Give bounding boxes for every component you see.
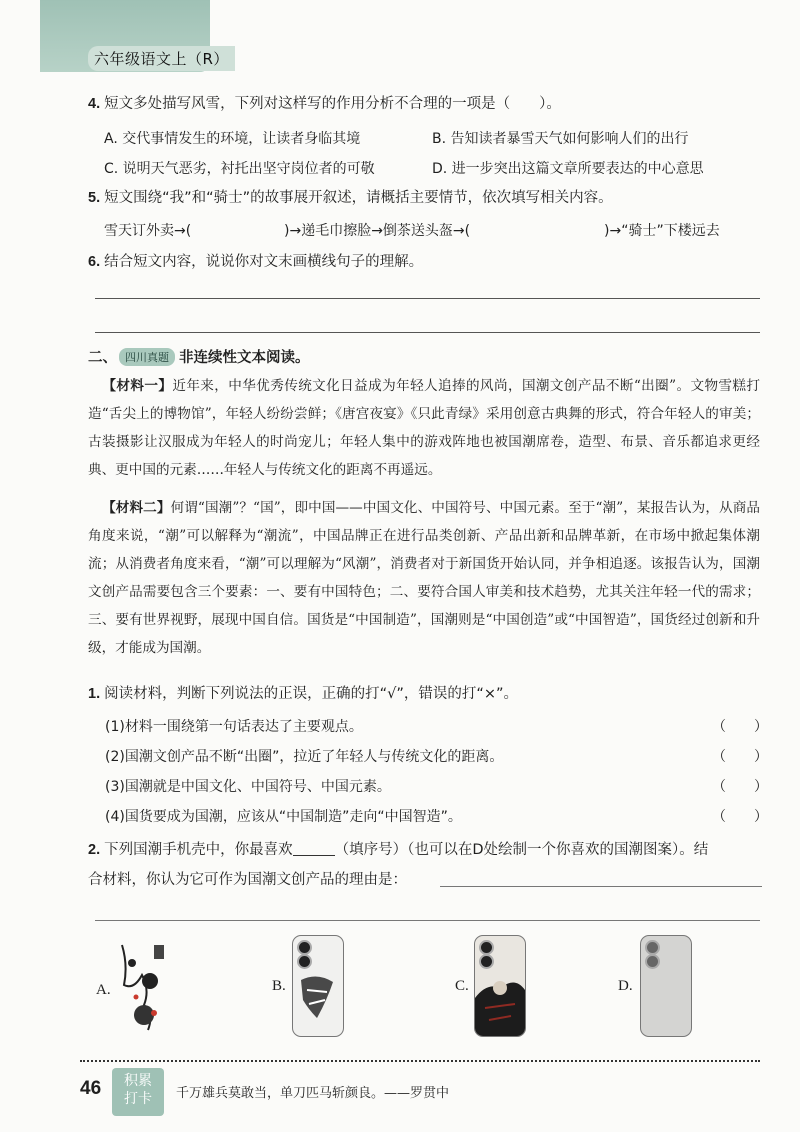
material-tag: 【材料一】 [102, 378, 173, 394]
phone-label-c: C. [455, 978, 469, 994]
phone-label-b: B. [272, 978, 286, 994]
answer-line[interactable] [440, 886, 762, 887]
header-title: 六年级语文上（R） [88, 46, 235, 71]
question-5 [88, 188, 613, 208]
answer-paren[interactable]: （ ） [712, 809, 768, 825]
question-text: 下列国潮手机壳中，你最喜欢 [104, 842, 293, 858]
judge-item-2: (2)国潮文创产品不断“出圈”，拉近了年轻人与传统文化的距离。 [105, 749, 504, 765]
footer-quote: 千万雄兵莫敢当，单刀匹马斩颜良。——罗贯中 [176, 1086, 450, 1101]
phone-case-b[interactable] [292, 935, 344, 1037]
phone-case-d[interactable] [640, 935, 692, 1037]
material-2 [88, 494, 760, 662]
judge-item-1: (1)材料一围绕第一句话表达了主要观点。 [105, 719, 363, 735]
section-badge: 四川真题 [119, 348, 175, 366]
question-1 [88, 684, 518, 704]
answer-paren[interactable]: （ ） [712, 749, 768, 765]
phone-label-d: D. [618, 978, 633, 994]
question-number: 1. [88, 686, 101, 702]
footer-badge-line-1: 积累 [124, 1073, 152, 1089]
page-number: 46 [80, 1078, 102, 1099]
material-text: 何谓“国潮”？“国”，即中国——中国文化、中国符号、中国元素。至于“潮”，某报告认为，从商品角度来说，“潮”可以解释为“潮流”，中国品牌正在进行品类创新、产品出新和品牌革新，在市场中掀起集体潮流；从消费者角度来看，“潮”可以理解为“风潮”，消费者对于新国货开始认同，并争相追逐。该报告认为，国潮文创产品需要包含三个要素：一、要有中国特色；二、要符合国人审美和技术趋势，尤其关注年轻一代的需求；三、要有世界视野，展现中国自信。国货是“中国制造”，国潮则是“中国创造”或“中国智造”，国货经过创新和升级，才能成为国潮。 [88, 500, 761, 656]
option-c: C. 说明天气恶劣，衬托出坚守岗位者的可敬 [104, 161, 375, 177]
answer-blank[interactable] [293, 841, 335, 856]
option-a: A. 交代事情发生的环境，让读者身临其境 [104, 131, 361, 147]
material-tag: 【材料二】 [102, 500, 171, 516]
question-2 [88, 840, 708, 860]
section-title: 非连续性文本阅读。 [179, 350, 310, 366]
phone-case-c[interactable] [474, 935, 526, 1037]
footer-divider [80, 1060, 760, 1062]
phone-case-a-image[interactable] [114, 935, 174, 1040]
question-text: 阅读材料，判断下列说法的正误，正确的打“√”，错误的打“×”。 [104, 686, 519, 702]
question-number: 6. [88, 254, 101, 270]
material-1 [88, 372, 760, 484]
answer-paren[interactable]: （ ） [712, 719, 768, 735]
section-prefix: 二、 [88, 350, 117, 366]
plot-seg-1: 雪天订外卖→( [104, 223, 192, 239]
question-text: （填序号）（也可以在D处绘制一个你喜欢的国潮图案）。结 [334, 842, 709, 858]
answer-line[interactable] [95, 920, 760, 921]
section-2-heading [88, 346, 310, 367]
answer-line[interactable] [95, 332, 760, 333]
answer-line[interactable] [95, 298, 760, 299]
question-number: 2. [88, 842, 101, 858]
question-text: 结合短文内容，说说你对文末画横线句子的理解。 [104, 254, 424, 270]
option-b: B. 告知读者暴雪天气如何影响人们的出行 [432, 131, 689, 147]
judge-item-4: (4)国货要成为国潮，应该从“中国制造”走向“中国智造”。 [105, 809, 462, 825]
option-d: D. 进一步突出这篇文章所要表达的中心意思 [432, 161, 704, 177]
footer-badge-line-2: 打卡 [124, 1091, 152, 1107]
question-6 [88, 252, 423, 272]
material-text: 近年来，中华优秀传统文化日益成为年轻人追捧的风尚，国潮文创产品不断“出圈”。文物雪糕打造“舌尖上的博物馆”，年轻人纷纷尝鲜；《唐宫夜宴》《只此青绿》采用创意古典舞的形式，符合年轻人的审美；古装摄影让汉服成为年轻人的时尚宠儿；年轻人集中的游戏阵地也被国潮席卷，造型、布景、音乐都追求更经典、更中国的元素……年轻人与传统文化的距离不再遥远。 [88, 378, 761, 478]
footer-badge [112, 1068, 164, 1116]
judge-item-3: (3)国潮就是中国文化、中国符号、中国元素。 [105, 779, 391, 795]
question-text: 短文多处描写风雪，下列对这样写的作用分析不合理的一项是（ ）。 [104, 96, 561, 112]
plot-seg-3: )→“骑士”下楼远去 [604, 223, 720, 239]
phone-label-a: A. [96, 982, 111, 998]
question-text: 短文围绕“我”和“骑士”的故事展开叙述，请概括主要情节，依次填写相关内容。 [104, 190, 613, 206]
answer-paren[interactable]: （ ） [712, 779, 768, 795]
question-number: 4. [88, 96, 101, 112]
question-number: 5. [88, 190, 101, 206]
question-4 [88, 94, 561, 114]
question-2-line-2: 合材料，你认为它可作为国潮文创产品的理由是： [88, 872, 407, 888]
plot-seg-2: )→递毛巾擦脸→倒茶送头盔→( [284, 223, 471, 239]
